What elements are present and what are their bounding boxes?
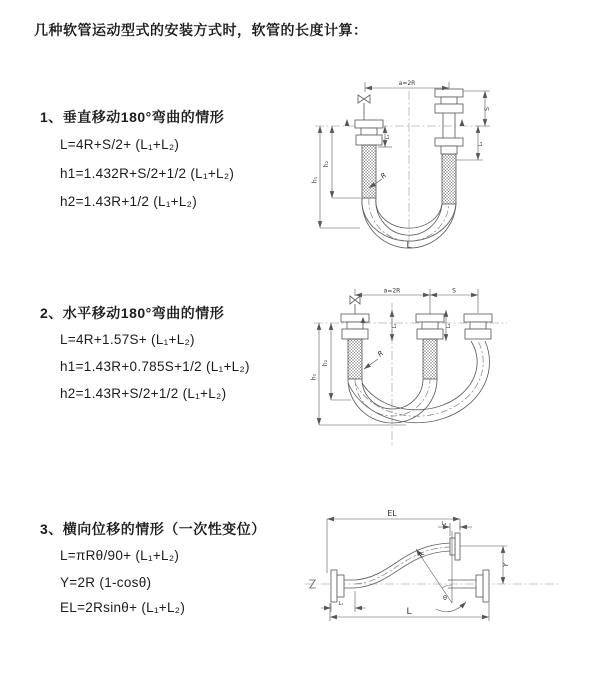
- valve-icon: [350, 296, 360, 304]
- dim-label-L: L: [406, 607, 412, 617]
- section-1-formula-h1: h1=1.432R+S/2+1/2 (L₁+L₂): [60, 166, 235, 181]
- dim-label-a2r: a=2R: [383, 287, 401, 295]
- diagram-horizontal-180-bend: [311, 285, 509, 457]
- dim-label-r: R: [376, 349, 386, 359]
- dim-label-r: R: [379, 171, 389, 181]
- dimensions: [321, 519, 507, 621]
- dim-label-l2: L₂: [446, 323, 452, 329]
- dim-label-l1: L₁: [385, 134, 391, 140]
- dimensions: [320, 82, 490, 228]
- dim-label-h1: h₁: [311, 176, 319, 184]
- section-1-heading: 1、垂直移动180°弯曲的情形: [40, 109, 225, 125]
- valve-icon: [358, 95, 370, 103]
- dim-label-l1: L₁: [392, 323, 398, 329]
- section-3-formula-y: Y=2R (1-cosθ): [60, 575, 152, 590]
- section-3-formula-el: EL=2Rsinθ+ (L₁+L₂): [60, 600, 186, 615]
- section-3-formula-l: L=πRθ/90+ (L₁+L₂): [60, 548, 180, 563]
- dim-label-h1: h₁: [310, 373, 318, 381]
- braided-hose-left: [348, 339, 362, 379]
- dim-label-L: L: [406, 241, 412, 251]
- dim-label-l2: L₂: [478, 141, 484, 147]
- section-1-formula-l: L=4R+S/2+ (L₁+L₂): [60, 137, 180, 152]
- section-2-formula-h2: h2=1.43R+S/2+1/2 (L₁+L₂): [60, 386, 227, 401]
- diagram-vertical-180-bend: [312, 76, 502, 254]
- dim-label-s: S: [484, 107, 491, 111]
- page-title: 几种软管运动型式的安装方式时，软管的长度计算：: [34, 22, 368, 38]
- hose-assembly: [309, 533, 489, 602]
- dim-label-s: S: [452, 287, 456, 295]
- dim-label-theta: θ: [443, 594, 447, 602]
- section-1-formula-h2: h2=1.43R+1/2 (L₁+L₂): [60, 194, 198, 209]
- diagram-lateral-displacement: [300, 503, 575, 645]
- braided-hose-right: [442, 154, 456, 204]
- dim-label-l2: L₂: [441, 521, 447, 527]
- dim-label-l1: L₁: [338, 601, 344, 607]
- section-3-heading: 3、横向位移的情形（一次性变位）: [40, 521, 266, 537]
- dim-label-r: R: [417, 550, 427, 560]
- hose-assembly: [341, 296, 492, 423]
- dim-label-h2: h₂: [323, 160, 330, 168]
- braided-hose-middle: [423, 339, 437, 379]
- section-2-formula-l: L=4R+1.57S+ (L₁+L₂): [60, 332, 195, 347]
- dim-label-el: EL: [387, 509, 397, 518]
- section-2-formula-h1: h1=1.43R+0.785S+1/2 (L₁+L₂): [60, 359, 250, 374]
- dimensions: [319, 289, 478, 425]
- dim-label-y: Y: [502, 562, 510, 568]
- braided-hose-left: [362, 145, 376, 198]
- dim-label-h2: h₂: [322, 359, 329, 367]
- dim-label-a2r: a=2R: [398, 80, 416, 87]
- section-2-heading: 2、水平移动180°弯曲的情形: [40, 305, 225, 321]
